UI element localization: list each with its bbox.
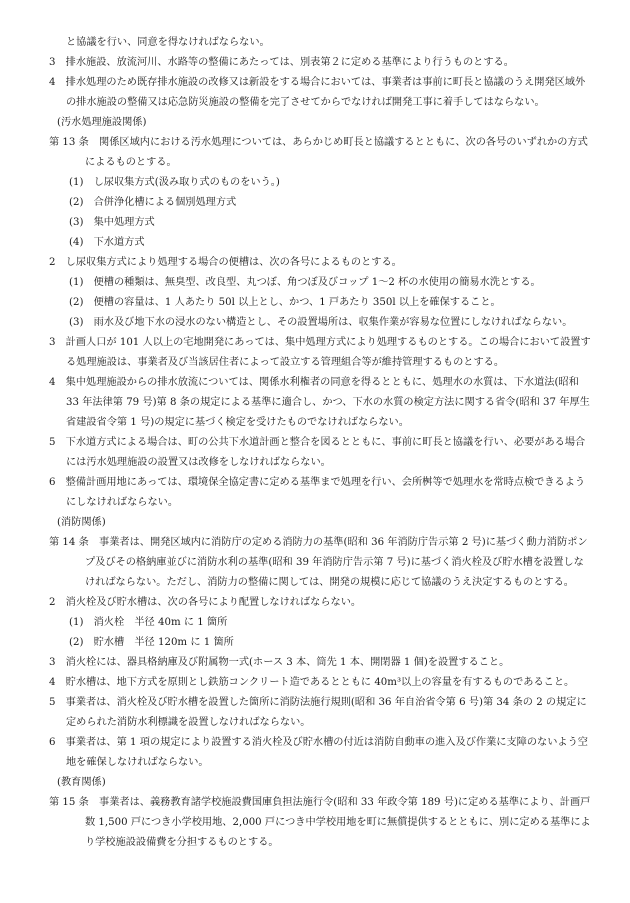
article-13-sub-1: (1) し尿収集方式(汲み取り式のものをいう。) bbox=[69, 177, 280, 188]
article-13-para-4: 4 集中処理施設からの排水放流については、関係水利権者の同意を得るとともに、処理水の水質は、下水道法(昭和 33 年法律第 79 号)第 8 条の規定による基準に適合し、かつ、下水の水質の検定方法に関する省令(昭和 37 年厚生省建設省令第 1 号)の規定に基づく検定を受けたものでなければならない。 bbox=[49, 377, 590, 428]
article-14-para-6: 6 事業者は、第 1 項の規定により設置する消火栓及び貯水槽の付近は消防自動車の進入及び作業に支障のないよう空地を確保しなければならない。 bbox=[49, 737, 588, 768]
article-14-para-2: 2 消火栓及び貯水槽は、次の各号により配置しなければならない。 bbox=[49, 597, 362, 608]
section-heading-education: (教育関係) bbox=[57, 777, 106, 788]
item-3-drainage: 3 排水施設、放流河川、水路等の整備にあたっては、別表第２に定める基準により行うものとする。 bbox=[49, 57, 514, 68]
article-13-para-3: 3 計画人口が 101 人以上の宅地開発にあっては、集中処理方式により処理するものとする。この場合において設置する処理施設は、事業者及び当該居住者によって設立する管理組合等が維持管理するものとする。 bbox=[49, 337, 591, 368]
article-13-sub-4: (4) 下水道方式 bbox=[69, 237, 145, 248]
article-15: 第 15 条 事業者は、義務教育諸学校施設費国庫負担法施行令(昭和 33 年政令第 189 号)に定める基準により、計画戸数 1,500 戸につき小学校用地、2,000 戸につき中学校用地を町に無償提供するとともに、別に定める基準により学校施設設備費を分担するものとする。 bbox=[49, 797, 591, 848]
item-4-drainage: 4 排水処理のため既存排水施設の改修又は新設をする場合においては、事業者は事前に町長と協議のうえ開発区域外の排水施設の整備又は応急防災施設の整備を完了させてからでなければ開発工事に着手してはならない。 bbox=[49, 77, 586, 108]
section-heading-fire: (消防関係) bbox=[57, 517, 106, 528]
article-14-para-3: 3 消火栓には、器具格納庫及び附属物一式(ホース 3 本、筒先 1 本、開閉器 1 個)を設置すること。 bbox=[49, 657, 510, 668]
article-13-para-6: 6 整備計画用地にあっては、環境保全協定書に定める基準まで処理を行い、会所桝等で処理水を常時点検できるようにしなければならない。 bbox=[49, 477, 586, 508]
article-13: 第 13 条 関係区域内における汚水処理については、あらかじめ町長と協議するとともに、次の各号のいずれかの方式によるものとする。 bbox=[49, 137, 588, 168]
article-13-sub-2: (2) 合併浄化槽による個別処理方式 bbox=[69, 197, 237, 208]
article-13-para-2: 2 し尿収集方式により処理する場合の便槽は、次の各号によるものとする。 bbox=[49, 257, 402, 268]
article-13-para-5: 5 下水道方式による場合は、町の公共下水道計画と整合を図るとともに、事前に町長と協議を行い、必要がある場合には汚水処理施設の設置又は改修をしなければならない。 bbox=[49, 437, 586, 468]
article-13-para-2-sub-1: (1) 便槽の種類は、無臭型、改良型、丸つぼ、角つぼ及びコップ 1〜2 杯の水使用の簡易水洗とする。 bbox=[69, 277, 541, 288]
article-13-para-2-sub-2: (2) 便槽の容量は、1 人あたり 50l 以上とし、かつ、1 戸あたり 350l 以上を確保すること。 bbox=[69, 297, 501, 308]
section-heading-sewage: (汚水処理施設関係) bbox=[57, 117, 147, 128]
article-14-para-4: 4 貯水槽は、地下方式を原則とし鉄筋コンクリート造であるとともに 40m³以上の容量を有するものであること。 bbox=[49, 677, 575, 688]
article-14-para-2-sub-2: (2) 貯水槽 半径 120m に 1 箇所 bbox=[69, 637, 234, 648]
article-13-para-2-sub-3: (3) 雨水及び地下水の浸水のない構造とし、その設置場所は、収集作業が容易な位置にしなければならない。 bbox=[69, 317, 573, 328]
article-14-para-2-sub-1: (1) 消火栓 半径 40m に 1 箇所 bbox=[69, 617, 228, 628]
article-14: 第 14 条 事業者は、開発区域内に消防庁の定める消防力の基準(昭和 36 年消防庁告示第 2 号)に基づく動力消防ポンプ及びその格納庫並びに消防水利の基準(昭和 39 年消防庁告示第 7 号)に基づく消火栓及び貯水槽を設置しなければならない。ただし、消防力の整備に関しては、開発の規模に応じて協議のうえ決定するものとする。 bbox=[49, 537, 588, 588]
article-14-para-5: 5 事業者は、消火栓及び貯水槽を設置した箇所に消防法施行規則(昭和 36 年自治省令第 6 号)第 34 条の 2 の規定に定められた消防水利標識を設置しなければならない。 bbox=[49, 697, 587, 728]
article-13-sub-3: (3) 集中処理方式 bbox=[69, 217, 155, 228]
paragraph-continuation: と協議を行い、同意を得なければならない。 bbox=[66, 37, 270, 48]
